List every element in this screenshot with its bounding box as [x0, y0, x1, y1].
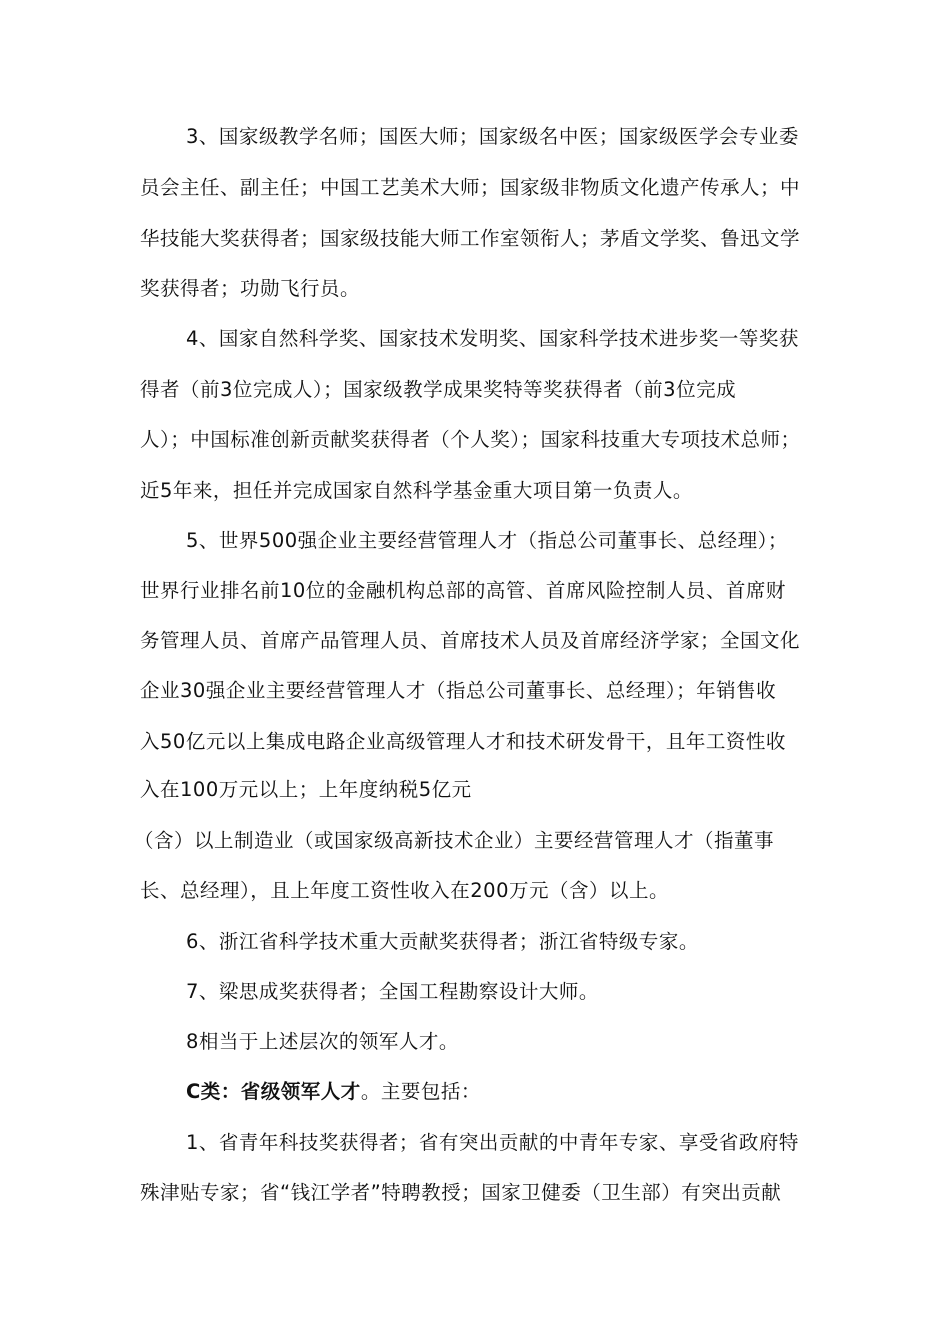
- text-line: 5、世界500强企业主要经营管理人才（指总公司董事长、总经理）；: [186, 529, 788, 552]
- text-line: 8相当于上述层次的领军人才。: [186, 1030, 459, 1053]
- text-line: 入50亿元以上集成电路企业高级管理人才和技术研发骨干，且年工资性收: [140, 730, 786, 753]
- text-line: 长、总经理），且上年度工资性收入在200万元（含）以上。: [140, 879, 669, 902]
- text-line: （含）以上制造业（或国家级高新技术企业）主要经营管理人才（指董事: [134, 829, 775, 852]
- text-line: 企业30强企业主要经营管理人才（指总公司董事长、总经理）；年销售收: [140, 679, 777, 702]
- text-line: 近5年来，担任并完成国家自然科学基金重大项目第一负责人。: [140, 479, 693, 502]
- section-intro: 。主要包括：: [360, 1080, 481, 1103]
- text-line: 入在100万元以上；上年度纳税5亿元: [140, 778, 472, 801]
- text-line: 奖获得者；功勋飞行员。: [140, 277, 361, 300]
- text-line: 殊津贴专家；省“钱江学者”特聘教授；国家卫健委（卫生部）有突出贡献: [140, 1181, 782, 1204]
- text-line: 务管理人员、首席产品管理人员、首席技术人员及首席经济学家；全国文化: [140, 629, 801, 652]
- text-line: 4、国家自然科学奖、国家技术发明奖、国家科学技术进步奖一等奖获: [186, 327, 799, 350]
- text-line: 1、省青年科技奖获得者；省有突出贡献的中青年专家、享受省政府特: [186, 1131, 799, 1154]
- text-line: 人）；中国标准创新贡献奖获得者（个人奖）；国家科技重大专项技术总师；: [140, 428, 801, 451]
- section-heading: C类：省级领军人才: [186, 1080, 361, 1103]
- text-line: 3、国家级教学名师；国医大师；国家级名中医；国家级医学会专业委: [186, 125, 799, 148]
- text-line: 6、浙江省科学技术重大贡献奖获得者；浙江省特级专家。: [186, 930, 699, 953]
- text-line: 7、梁思成奖获得者；全国工程勘察设计大师。: [186, 980, 599, 1003]
- text-line: 世界行业排名前10位的金融机构总部的高管、首席风险控制人员、首席财: [140, 579, 786, 602]
- text-line: 得者（前3位完成人）；国家级教学成果奖特等奖获得者（前3位完成: [140, 378, 737, 401]
- text-line: 华技能大奖获得者；国家级技能大师工作室领衔人；茅盾文学奖、鲁迅文学: [140, 227, 801, 250]
- section-heading-line: [186, 1079, 481, 1105]
- text-line: 员会主任、副主任；中国工艺美术大师；国家级非物质文化遗产传承人；中: [140, 176, 801, 199]
